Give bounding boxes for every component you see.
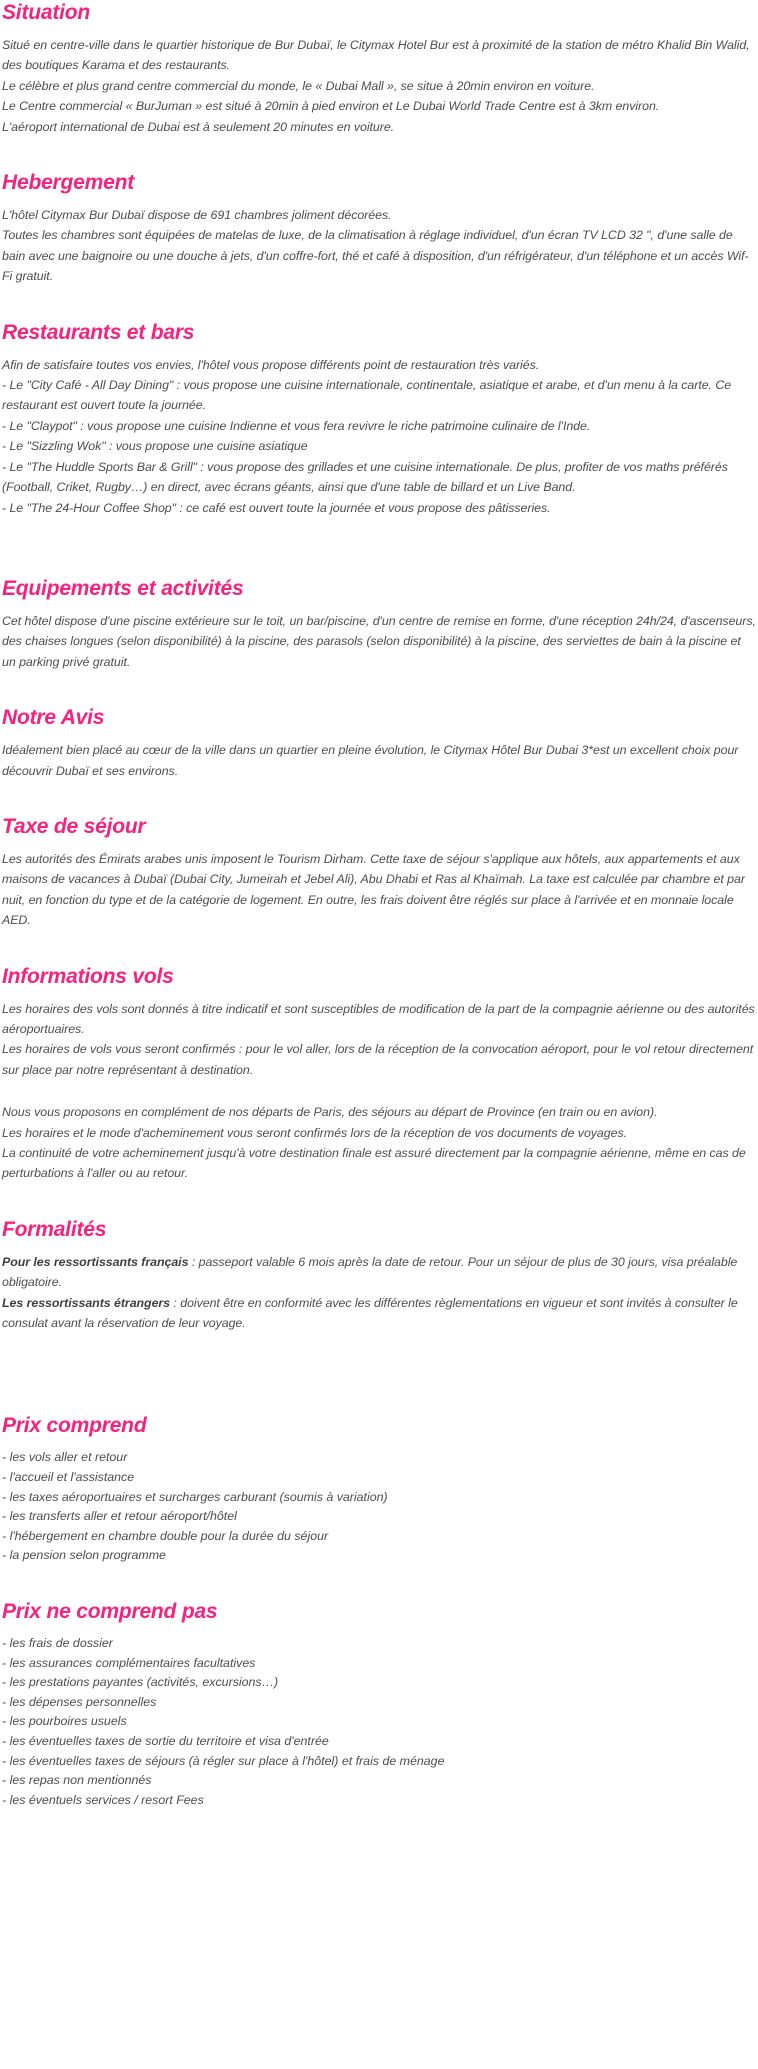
text-line: Afin de satisfaire toutes vos envies, l'hôtel vous propose différents point de restauration très variés. — [2, 357, 540, 372]
section-heading-prix-comprend: Prix comprend — [2, 1414, 147, 1438]
text-line: Le célèbre et plus grand centre commercial du monde, le « Dubai Mall », se situe à 20min environ en voiture. — [2, 78, 595, 93]
list-item: - les éventuels services / resort Fees — [2, 1792, 204, 1807]
text-line: Les horaires des vols sont donnés à titre indicatif et sont susceptibles de modification de la part de la compagnie aérienne ou des autorités aéroportuaires. — [2, 1001, 755, 1036]
text-line: Toutes les chambres sont équipées de matelas de luxe, de la climatisation à réglage individuel, d'un écran TV LCD 32 ", d'une salle de bain avec une baignoire ou une douche à jets, d'un coffre-fort, thé et café à disposition, d'un réfrigérateur, d'un téléphone et un accès Wif-Fi gratuit. — [2, 228, 749, 284]
list-item: - l'hébergement en chambre double pour la durée du séjour — [2, 1528, 329, 1543]
list-prix-ne-comprend-pas — [2, 1634, 756, 1810]
formalite-entry — [2, 1252, 756, 1293]
section-gap — [2, 1566, 756, 1599]
text-line: Nous vous proposons en complément de nos départs de Paris, des séjours au départ de Province (en train ou en avion). — [2, 1105, 658, 1120]
section-gap — [2, 287, 756, 320]
section-body-restaurants — [2, 355, 756, 518]
section-body-hebergement — [2, 205, 756, 287]
section-heading-restaurants: Restaurants et bars — [2, 320, 195, 344]
section-gap — [2, 137, 756, 170]
section-body-informations-vols-part1 — [2, 999, 756, 1081]
section-gap — [2, 931, 756, 964]
restaurant-item: - Le "Claypot" : vous propose une cuisine Indienne et vous fera revivre le riche patrimoine culinaire de l'Inde. — [2, 418, 591, 433]
text-line: Cet hôtel dispose d'une piscine extérieure sur le toit, un bar/piscine, d'un centre de remise en forme, d'une réception 24h/24, d'ascenseurs, des chaises longues (selon disponibilité) à la piscine, des parasols (selon disponibilité) à la piscine, des serviettes de bain à la piscine et un parking privé gratuit. — [2, 613, 756, 669]
restaurant-item: - Le "The 24-Hour Coffee Shop" : ce café est ouvert toute la journée et vous propose des pâtisseries. — [2, 500, 551, 515]
section-restaurants — [2, 320, 756, 518]
list-item: - les prestations payantes (activités, excursions…) — [2, 1675, 279, 1690]
section-body-equipements — [2, 611, 756, 672]
section-body-informations-vols-part2 — [2, 1102, 756, 1184]
section-gap — [2, 672, 756, 705]
text-line: Les horaires et le mode d'acheminement vous seront confirmés lors de la réception de vos documents de voyages. — [2, 1125, 627, 1140]
section-notre-avis — [2, 705, 756, 781]
restaurant-item: - Le "The Huddle Sports Bar & Grill" : vous propose des grillades et une cuisine internationale. De plus, profiter de vos maths préférés (Football, Criket, Rugby…) en direct, avec écrans géants, ainsi que d'une table de billard et un Live Band. — [2, 459, 728, 495]
section-heading-formalites: Formalités — [2, 1217, 107, 1241]
section-prix-ne-comprend-pas — [2, 1599, 756, 1810]
text-line: Situé en centre-ville dans le quartier historique de Bur Dubaï, le Citymax Hotel Bur est à proximité de la station de métro Khalid Bin Walid, des boutiques Karama et des restaurants. — [2, 38, 750, 73]
section-formalites — [2, 1217, 756, 1334]
list-item: - les vols aller et retour — [2, 1450, 128, 1465]
text-line: Idéalement bien placé au cœur de la ville dans un quartier en pleine évolution, le Citymax Hôtel Bur Dubai 3*est un excellent choix pour découvrir Dubaï et ses environs. — [2, 743, 739, 778]
list-prix-comprend — [2, 1448, 756, 1566]
section-gap — [2, 1391, 756, 1413]
paragraph-gap — [2, 1080, 756, 1102]
section-heading-notre-avis: Notre Avis — [2, 706, 105, 730]
section-body-notre-avis — [2, 740, 756, 781]
list-item: - les éventuelles taxes de séjours (à régler sur place à l'hôtel) et frais de ménage — [2, 1753, 445, 1768]
section-heading-informations-vols: Informations vols — [2, 964, 174, 988]
list-item: - les taxes aéroportuaires et surcharges carburant (soumis à variation) — [2, 1489, 388, 1504]
section-body-situation — [2, 35, 756, 137]
section-heading-hebergement: Hebergement — [2, 171, 135, 195]
text-line: L'hôtel Citymax Bur Dubaï dispose de 691 chambres joliment décorées. — [2, 208, 392, 223]
formalite-entry — [2, 1293, 756, 1334]
text-line: Le Centre commercial « BurJuman » est situé à 20min à pied environ et Le Dubai World Trade Centre est à 3km environ. — [2, 99, 660, 114]
text-line: Les autorités des Émirats arabes unis imposent le Tourism Dirham. Cette taxe de séjour s'applique aux hôtels, aux appartements et aux maisons de vacances à Dubaï (Dubai City, Jumeirah et Jebel Ali), Abu Dhabi et Ras al Khaïmah. La taxe est calculée par chambre et par nuit, en fonction du type et de la catégorie de logement. En outre, les frais doivent être réglés sur place à l'arrivée et en monnaie locale AED. — [2, 851, 745, 928]
text-line: La continuité de votre acheminement jusqu'à votre destination finale est assuré directement par la compagnie aérienne, même en cas de perturbations à l'aller ou au retour. — [2, 1146, 746, 1181]
text-line: Les horaires de vols vous seront confirmés : pour le vol aller, lors de la réception de la convocation aéroport, pour le vol retour directement sur place par notre représentant à destination. — [2, 1042, 754, 1077]
restaurant-item: - Le "Sizzling Wok" : vous propose une cuisine asiatique — [2, 439, 308, 454]
section-hebergement — [2, 170, 756, 287]
list-item: - les pourboires usuels — [2, 1714, 127, 1729]
section-gap — [2, 518, 756, 576]
formalite-detail: : passeport valable 6 mois après la date de retour. Pour un séjour de plus de 30 jours, visa préalable obligatoire. — [2, 1254, 738, 1290]
list-item: - les frais de dossier — [2, 1636, 113, 1650]
section-heading-situation: Situation — [2, 1, 91, 24]
list-item: - les transferts aller et retour aéroport/hôtel — [2, 1509, 237, 1524]
list-item: - l'accueil et l'assistance — [2, 1470, 135, 1485]
formalite-label: Pour les ressortissants français — [2, 1254, 189, 1269]
section-heading-equipements: Equipements et activités — [2, 576, 244, 600]
text-line: L'aéroport international de Dubai est à seulement 20 minutes en voiture. — [2, 119, 395, 134]
section-equipements — [2, 576, 756, 672]
section-prix-comprend — [2, 1413, 756, 1566]
section-heading-prix-ne-comprend-pas: Prix ne comprend pas — [2, 1600, 218, 1623]
formalite-detail: : doivent être en conformité avec les différentes règlementations en vigueur et sont invités à consulter le consulat avant la réservation de leur voyage. — [2, 1295, 738, 1331]
section-taxe-de-sejour — [2, 814, 756, 931]
section-heading-taxe-de-sejour: Taxe de séjour — [2, 814, 146, 838]
list-item: - les assurances complémentaires facultatives — [2, 1655, 256, 1670]
section-informations-vols — [2, 964, 756, 1184]
list-item: - les repas non mentionnés — [2, 1773, 152, 1788]
list-item: - les éventuelles taxes de sortie du territoire et visa d'entrée — [2, 1733, 329, 1748]
section-gap — [2, 1184, 756, 1217]
section-gap — [2, 1333, 756, 1391]
formalite-label: Les ressortissants étrangers — [2, 1295, 171, 1310]
section-gap — [2, 781, 756, 814]
section-situation — [2, 0, 756, 137]
list-item: - les dépenses personnelles — [2, 1694, 157, 1709]
section-body-formalites — [2, 1252, 756, 1334]
list-item: - la pension selon programme — [2, 1548, 166, 1563]
section-body-taxe-de-sejour — [2, 849, 756, 931]
restaurant-item: - Le "City Café - All Day Dining" : vous propose une cuisine internationale, continentale, asiatique et arabe, et d'un menu à la carte. Ce restaurant est ouvert toute la journée. — [2, 378, 732, 413]
